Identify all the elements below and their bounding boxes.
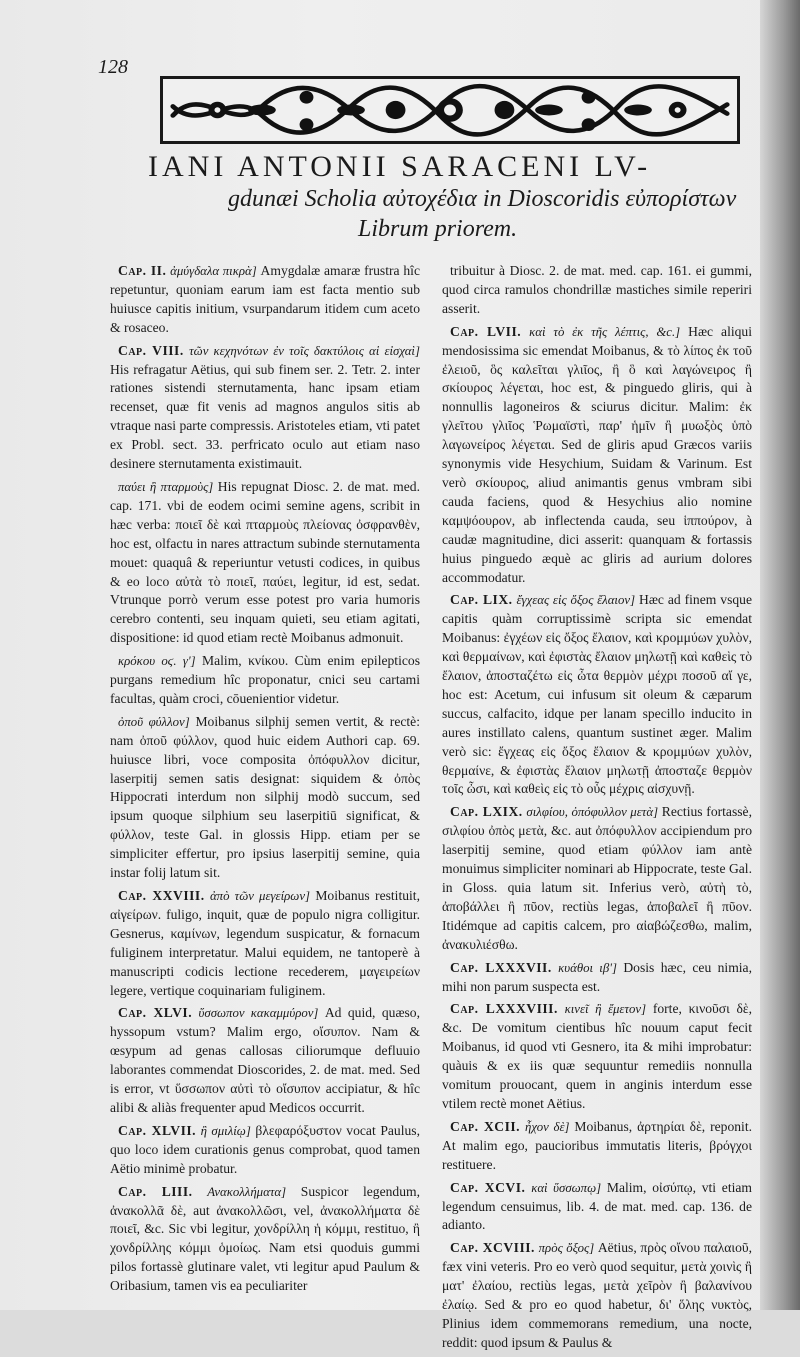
scholion-paragraph [110,1004,420,1117]
scholion-paragraph [110,342,420,474]
scholion-paragraph [442,262,752,319]
title-greek-term-2: εὐπορίστων [625,186,737,212]
scholion-paragraph [442,323,752,588]
scholion-paragraph [442,1000,752,1113]
scholion-paragraph [110,478,420,648]
greek-lemma: κυάθοι ιβ'] [558,960,617,975]
commentary-text: Dosis hæc, ceu nimia, mihi non parum suspecta est. [442,959,752,994]
greek-lemma: παύει ἢ πταρμοὺς] [118,479,214,494]
commentary-text: Hæc aliqui mendosissima sic emendat Moibanus, & τὸ λίπος ἐκ τοῦ ἐλειοῦ, ὃς καλεῖται γλιῖος, ἢ ὃ καὶ λαγώνειρος ἢ σκίουρος λέγεται, hoc est, & pinguedo gliris, qui à nonnullis lagoneiros & sciurus dicitur. Malim: ἐκ γλεῖτου γλιῖος Ῥωμαϊστὶ, παρ' ἡμῖν ἢ μυωξὸς ὑπὸ λαγωνείρος λέγεται. Sed de gliris apud Græcos variis synonymis vide Hesychium, Suidam & Varinum. Est verò σκίουρος, aliud animantis genus vmbram sibi cauda faciens, quod & Hesychius alio nomine καμψόουρον, ab inflectenda cauda, seu ἱππούρον, à caudæ magnitudine, dici asserit: quanquam & fortassis huius pinguedo æquè ac gliris ad aurium dolores accommodatur. [442,323,753,585]
commentary-text: Rectius fortassè, σιλφίου ὀπὸς μετὰ, &c. aut ὀπόφυλλον accipiendum pro laserpitij semine, quod etiam φύλλον iam antè monuimus simpliciter nominari ab Hippocrate, teste Gal. in Gloss. quia latum sit. Inferius verò, αὐτὴ τὸ, ἀποβάλλει ἢ πῦον, rectiùs legas, ἀποβαλεῖ ἢ πῦον. Itidémque ad capitis calcem, pro αἰαβώζεσθω, malim, ἀνακυλιέσθω. [442,804,752,952]
chapter-reference: Cap. XXVIII. [118,888,205,903]
commentary-text: Hæc ad finem vsque capitis quàm corruptissimè scripta sic emendat Moibanus: ἐγχέων εἰς ὄξος ἔλαιον, καὶ κρομμύων χυλὸν, καὶ θερμαίνων, καὶ ἐφιστὰς ἔλαιον μηλωτῇ καὶ καθεὶς τὸ ἔλαιον, ἀποσταζέτω εἰς ὦτα θερμὸν μέχρι ποσοῦ αἴ γε, hoc est: Acetum, cui infusum sit oleum & cæparum succus, calfacito, idque per lanam specillo inducito in aures instillato calens, quantum sustinet æger. Malim verò sic: ἔγχεας εἰς ὄξος ἔλαιον & κρομμύων χυλὸν, θερμαίνε, & ἐφιστὰς ἔλαιον μηλωτῇ ἀποσταζε θερμὸν τοῖς ὦσι, καὶ καθεὶς εἰς τὸ οὖς μέχρις αἰσχυνῇ. [442,592,752,797]
chapter-reference: Cap. LIX. [450,592,513,608]
greek-lemma: τῶν κεχηνότων ἐν τοῖς δακτύλοις αἱ εἰσχαὶ] [189,343,420,358]
greek-lemma: ἢ σμιλίῳ] [200,1123,251,1138]
chapter-reference: Cap. LIII. [118,1183,193,1199]
commentary-text: forte, κινοῦσι δὲ, &c. De vomitum cientibus hîc nouum caput fecit Moibanus, id quod vti Gesnero, ita & mihi improbatur: quàuis & ex iis quæ sequuntur remediis nonnulla vomitum prouocant, quem in anginis interdum esse vtilem rectè monet Aëtius. [442,1001,752,1111]
commentary-text: Malim, κνίκου. Cùm enim epilepticos purgans remedium hîc proponatur, cnici seu cartami facultas, quàm croci, cōuenientior videtur. [110,653,420,706]
chapter-reference: Cap. LXXXVII. [450,959,552,975]
commentary-text: βλεφαρόξυστον vocat Paulus, quo loco idem curationis genus comprobat, quod tamen Aëtio minimè probatur. [110,1122,420,1176]
ornament-scroll-icon [163,79,737,141]
greek-lemma: ἀμύγδαλα πικρὰ] [170,264,257,278]
title-greek-term-1: αὐτοχέδια [382,186,477,212]
scholion-paragraph [110,262,420,338]
commentary-text: Ad quid, quæso, hyssopum vstum? Malim ergo, οἴσυπον. Nam & œsypum ad genas callosas ciliorumque defluuio laborantes commendat Dioscorides, 2. de mat. med. Sed is error, vt ὕσσωπον αὐτὶ τὸ οἴσυπον accipiatur, & hîc alibi & aliàs frequenter apud Medicos occurrit. [110,1005,421,1115]
commentary-text: His repugnat Diosc. 2. de mat. med. cap. 171. vbi de eodem ocimi semine agens, scribit in hæc verba: ποιεῖ δὲ καὶ πταρμοὺς πλείονας ὀσφρανθὲν, hoc est, olfactu in nares attractum subinde sternutamenta mouet: quaquâ & reperiuntur vetusti codices, in quibus & eo loco αὐτὰ τὸ ποιεῖ, παύει, legitur, id est, sedat. Vtrunque porrò verum esse potest pro varia humoris cerebro contenti, seu inquam quieti, seu etiam agitati, dispositione: id quod etiam rectè Moibanus admonuit. [110,478,420,646]
greek-lemma: κινεῖ ἢ ἔμετον] [564,1002,647,1017]
scholion-paragraph [442,1179,752,1236]
scholion-paragraph [442,1118,752,1175]
scholion-paragraph [442,803,752,954]
title-line2-pre: gdunæi Scholia [228,186,377,212]
scholion-paragraph [110,1122,420,1179]
commentary-text: His refragatur Aëtius, qui sub finem ser. 2. Tetr. 2. inter rationes sistendi sternutamenta, hanc ipsam etiam recenset, quæ fit venis ad magnos angulos sitis ab vtraque nasi parte compressis. Aristoteles etiam, vti patet ex Probl. sect. 33. perfricato oculo aut etiam naso desinere sternutamenta existimauit. [110,361,420,472]
chapter-reference: Cap. VIII. [118,342,184,358]
right-text-column [442,262,752,1357]
decorative-headpiece [160,76,740,144]
greek-lemma: ὀποῦ φύλλον] [118,714,190,729]
commentary-text: Aëtius, πρὸς οἴνου παλαιοῦ, fæx vini veteris. Pro eo verò quod sequitur, μετὰ χοινὶς ἢ ματ' ἐλαίου, rectiùs legas, μετὰ χεῖρὸν ἢ βαλανίνου ἐλαίῳ. Sed & pro eo quod habetur, δι' ὅλης νυκτὸς, Plinius idem commemorans remedium, una nocte, reddit: quod ipsum & Paulus & [442,1240,753,1350]
greek-lemma: ἀπὸ τῶν μεγείρων] [209,889,310,903]
chapter-reference: Cap. LXIX. [450,804,523,820]
chapter-reference: Cap. XCII. [450,1118,521,1134]
greek-lemma: πρὸς ὄξος] [538,1241,595,1256]
page-number: 128 [98,56,128,78]
chapter-reference: Cap. XLVII. [118,1122,197,1138]
scholion-paragraph [110,713,420,883]
commentary-text: Malim, οἰσύπῳ, vti etiam legendum censuimus, lib. 4. de mat. med. cap. 136. de adianto. [442,1179,752,1233]
header-title-line1: IANI ANTONII SARACENI LV- [148,150,652,183]
commentary-text: Moibanus silphij semen vertit, & rectè: nam ὀποῦ φύλλον, quod huic eidem Authori cap. 69. huiusce libri, voce composita ὀπόφυλλον dicitur, laserpitij semen satis designat: siquidem & ὀπὸς Hippocrati interdum non silphij modò succum, sed ipsum quoque silphium seu laserpitiū significat, & φύλλον, teste Gal. in glossis Hipp. etiam per se simpliciter effertur, pro ipsius laserpitij semine, quia instar folij latum sit. [110,713,420,881]
scholion-paragraph [110,1183,420,1296]
scholion-paragraph [110,887,420,1000]
chapter-reference: Cap. LVII. [450,323,522,339]
chapter-reference: Cap. LXXXVIII. [450,1001,558,1017]
chapter-reference: Cap. XCVIII. [450,1240,535,1256]
greek-lemma: καὶ τὸ ἐκ τῆς λέπτις, &c.] [529,324,681,339]
greek-lemma: Ανακολλήματα] [207,1184,287,1199]
scholion-paragraph [110,652,420,709]
header-title-line2 [228,186,788,213]
greek-lemma: ὕσσωπον κακαμμύρον] [198,1006,319,1021]
left-text-column [110,262,420,1300]
commentary-text: Moibanus restituit, αἰγείρων. fuligo, inquit, quæ de populo nigra colligitur. Gesnerus, καμίνων, legendum suspicatur, & fornacum fuliginem interpretatur. Malui equidem, ne tantoperè à manuscripti codicis lectione recederem, μαγειρείων legere, vertique coquinariam fuliginem. [110,888,420,998]
greek-lemma: ἔγχεας εἰς ὄξος ἔλαιον] [516,593,636,608]
chapter-reference: Cap. XCVI. [450,1179,526,1195]
commentary-text: Amygdalæ amaræ frustra hîc repetuntur, quoniam earum iam est facta mentio sub huiusce capitis initium, vsurpandarum itidem cum aceto & rosaceo. [110,263,420,335]
greek-lemma: κρόκου οϛ. γ'] [118,654,196,669]
scholion-paragraph [442,959,752,997]
scholion-paragraph [442,1239,752,1352]
greek-lemma: σιλφίου, ὀπόφυλλον μετὰ] [526,805,659,820]
greek-lemma: ἦχον δὲ] [525,1119,570,1134]
commentary-text: Suspicor legendum, ἀνακολλᾶ δὲ, aut ἀνακολλῶσι, vel, ἀνακολλήματα δὲ ποιεῖ, &c. Sic vbi legitur, χονδρίλλη ἡ κόμμι, restituo, ἢ χονδρίλλης κόμμι ὁμοίως. Nam etsi quoduis gummi pilos fortassè glutinare valet, vti legitur apud Paulum & Oribasium, tamen vis ea peculiariter [110,1183,420,1294]
chapter-reference: Cap. II. [118,263,167,278]
header-title-line3: Librum priorem. [358,216,518,242]
greek-lemma: καὶ ὕσσωπῳ] [531,1180,602,1195]
chapter-reference: Cap. XLVI. [118,1005,193,1021]
title-line2-mid: in Dioscoridis [482,186,620,212]
scholion-paragraph [442,591,752,799]
commentary-text: Moibanus, ἀρτηρίαι δὲ, reponit. At malim ego, paucioribus immutatis literis, βρόγχοι restituere. [442,1118,752,1172]
commentary-text: tribuitur à Diosc. 2. de mat. med. cap. 161. ei gummi, quod circa ramulos chondrillæ mastiches simile reperiri asserit. [442,263,752,316]
